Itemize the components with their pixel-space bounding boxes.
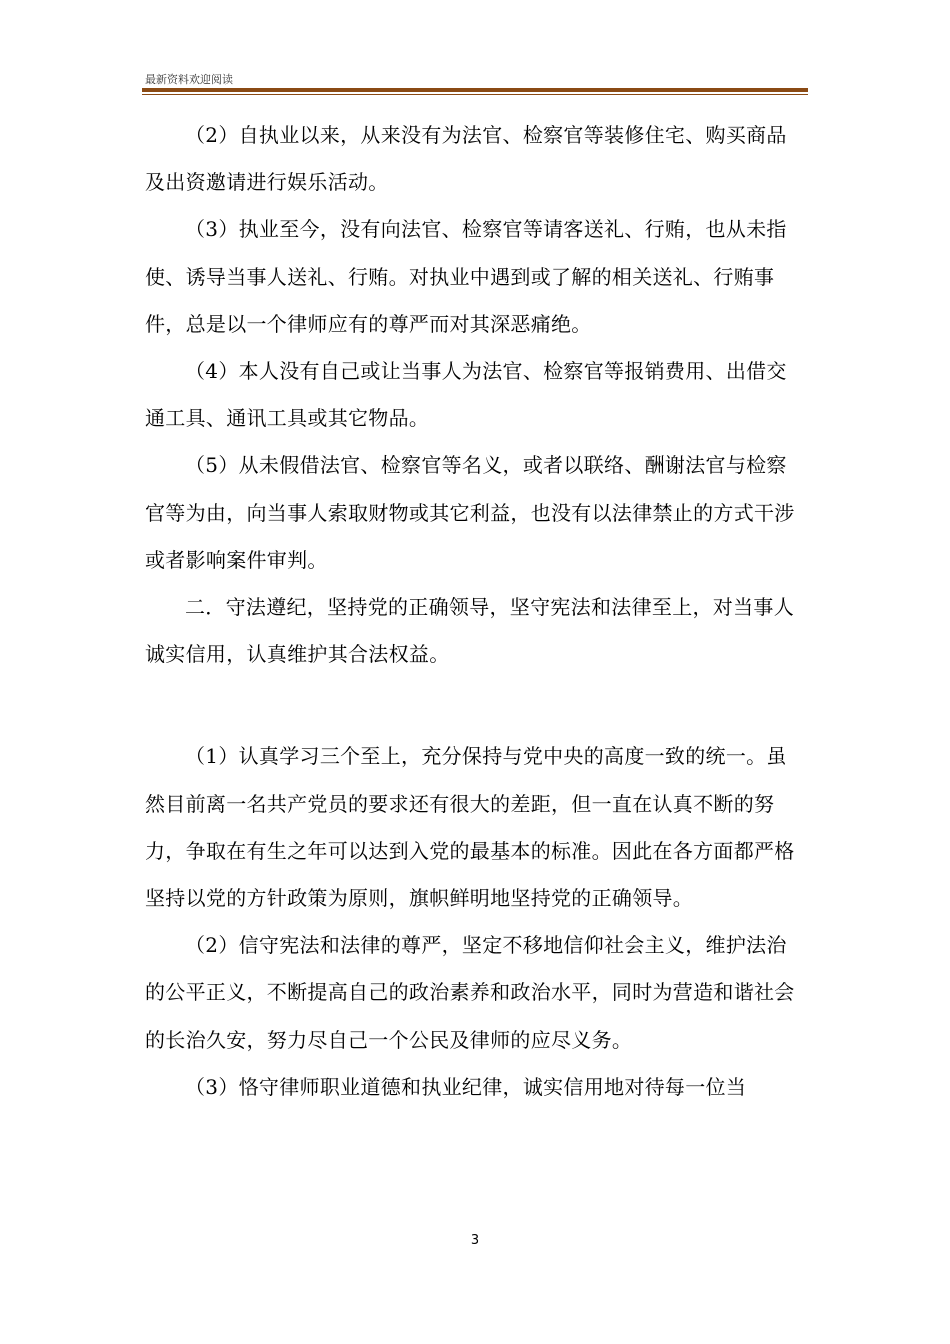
section-heading-two: 二．守法遵纪，坚持党的正确领导，坚守宪法和法律至上，对当事人诚实信用，认真维护其合法权益。 bbox=[145, 595, 794, 667]
header-text: 最新资料欢迎阅读 bbox=[145, 73, 233, 86]
document-body bbox=[145, 112, 805, 1111]
paragraph-item-2: （2）自执业以来，从来没有为法官、检察官等装修住宅、购买商品及出资邀请进行娱乐活动。 bbox=[145, 123, 787, 195]
paragraph-item-3b: （3）恪守律师职业道德和执业纪律，诚实信用地对待每一位当 bbox=[185, 1074, 747, 1099]
page-number: 3 bbox=[470, 1233, 480, 1248]
paragraph-item-4: （4）本人没有自己或让当事人为法官、检察官等报销费用、出借交通工具、通讯工具或其它物品。 bbox=[145, 359, 787, 431]
paragraph-item-3: （3）执业至今，没有向法官、检察官等请客送礼、行贿，也从未指使、诱导当事人送礼、行贿。对执业中遇到或了解的相关送礼、行贿事件，总是以一个律师应有的尊严而对其深恶痛绝。 bbox=[145, 217, 787, 336]
header-rule-thin bbox=[142, 94, 808, 95]
header-rule-thick bbox=[142, 88, 808, 92]
paragraph-spacer bbox=[145, 678, 805, 733]
paragraph-item-2b: （2）信守宪法和法律的尊严，坚定不移地信仰社会主义，维护法治的公平正义，不断提高自己的政治素养和政治水平，同时为营造和谐社会的长治久安，努力尽自己一个公民及律师的应尽义务。 bbox=[145, 933, 795, 1052]
paragraph-item-5: （5）从未假借法官、检察官等名义，或者以联络、酬谢法官与检察官等为由，向当事人索取财物或其它利益，也没有以法律禁止的方式干涉或者影响案件审判。 bbox=[145, 453, 795, 572]
paragraph-item-1: （1）认真学习三个至上，充分保持与党中央的高度一致的统一。虽然目前离一名共产党员的要求还有很大的差距，但一直在认真不断的努力，争取在有生之年可以达到入党的最基本的标准。因此在各方面都严格坚持以党的方针政策为原则，旗帜鲜明地坚持党的正确领导。 bbox=[145, 744, 795, 911]
